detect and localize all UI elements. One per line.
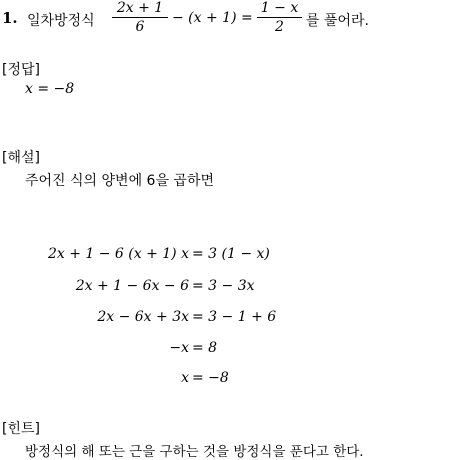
hint-text: 방정식의 해 또는 근을 구하는 것을 방정식을 푼다고 한다. <box>25 444 364 460</box>
step-4-lhs: −x <box>169 340 189 356</box>
problem-number: 1. <box>2 9 18 27</box>
solution-header: [해설] <box>2 150 40 166</box>
fraction-right-bar <box>257 17 302 18</box>
answer-header: [정답] <box>2 62 40 78</box>
fraction-right <box>257 0 302 35</box>
fraction-left-numerator: 2x + 1 <box>116 0 164 16</box>
step-2-lhs: 2x + 1 − 6x − 6 <box>75 278 189 294</box>
answer-value: x = −8 <box>25 81 75 97</box>
step-1-rhs: = 3 (1 − x) <box>192 246 270 262</box>
fraction-left-bar <box>112 17 168 18</box>
hint-header: [힌트] <box>2 421 40 437</box>
step-2-rhs: = 3 − 3x <box>192 278 255 294</box>
step-4-rhs: = 8 <box>192 340 218 356</box>
step-5-rhs: = −8 <box>192 370 229 386</box>
solution-intro: 주어진 식의 양변에 6을 곱하면 <box>25 173 214 189</box>
fraction-left <box>112 0 168 35</box>
step-3-rhs: = 3 − 1 + 6 <box>192 309 277 325</box>
problem-suffix: 를 풀어라. <box>306 13 369 29</box>
step-3-lhs: 2x − 6x + 3x <box>97 309 189 325</box>
step-5-lhs: x <box>181 370 189 386</box>
step-1-lhs: 2x + 1 − 6 (x + 1) x <box>47 246 189 262</box>
fraction-right-denominator: 2 <box>275 19 284 35</box>
problem-prefix: 일차방정식 <box>27 13 95 29</box>
fraction-right-numerator: 1 − x <box>260 0 299 16</box>
fraction-left-denominator: 6 <box>135 19 145 35</box>
problem-middle: − (x + 1) = <box>172 10 253 26</box>
